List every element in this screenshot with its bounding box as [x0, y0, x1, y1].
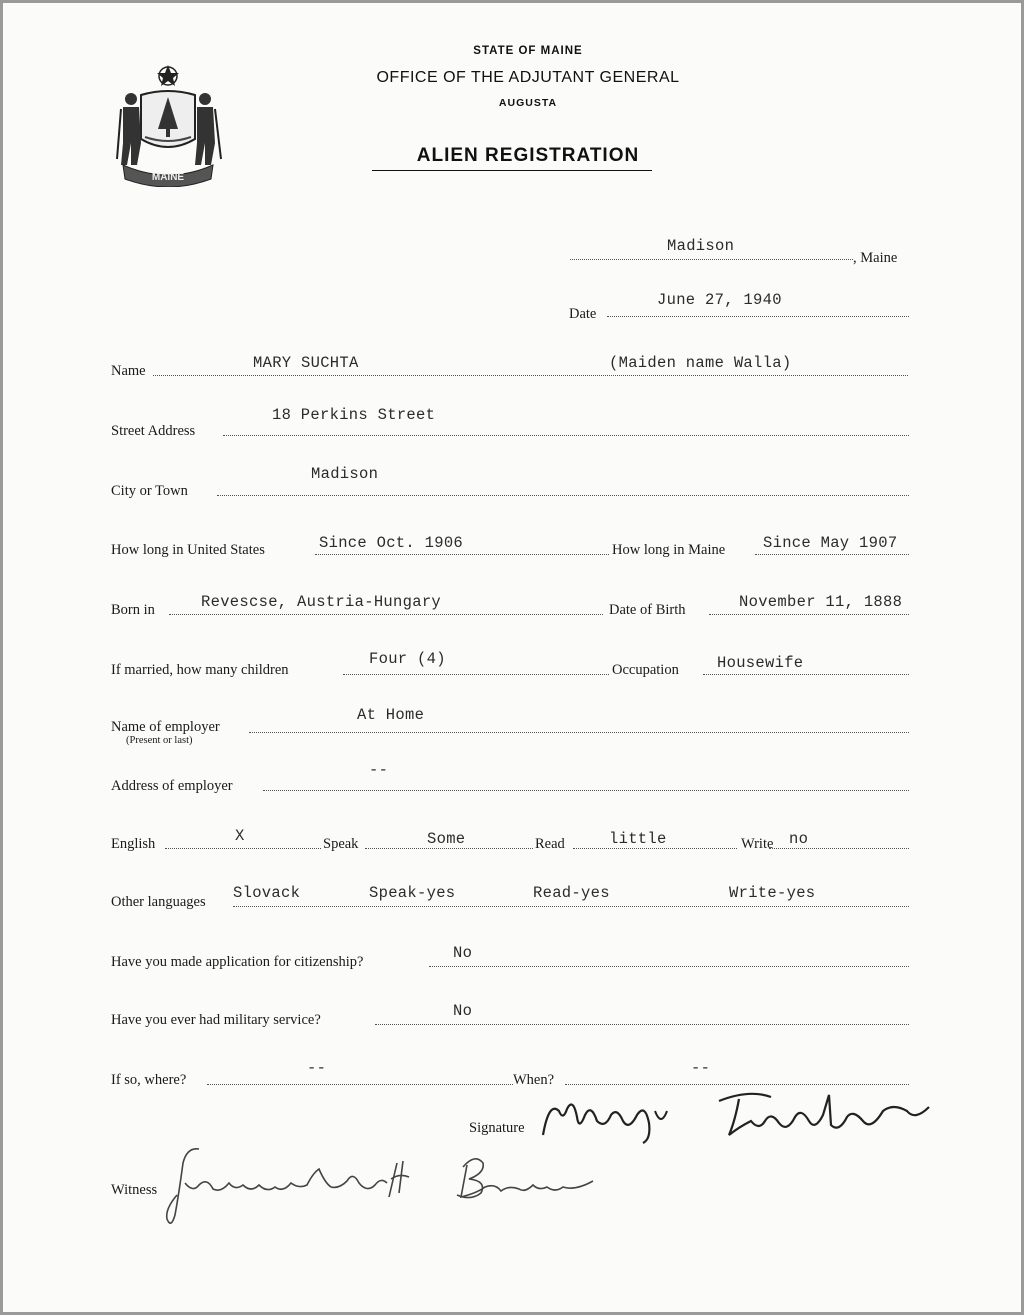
other-speak-value: Speak-yes — [369, 884, 456, 902]
city-value: Madison — [311, 465, 379, 483]
maine-label: , Maine — [853, 250, 898, 266]
military-value: No — [453, 1002, 473, 1020]
other-languages-line — [233, 906, 909, 907]
dob-label: Date of Birth — [609, 602, 686, 618]
other-read-value: Read-yes — [533, 884, 610, 902]
children-label: If married, how many children — [111, 662, 289, 678]
english-line — [165, 848, 321, 849]
street-value: 18 Perkins Street — [272, 406, 436, 424]
when-label: When? — [513, 1072, 555, 1088]
write-value: no — [789, 830, 809, 848]
english-value: X — [235, 827, 245, 845]
city-label: City or Town — [111, 483, 188, 499]
date-value: June 27, 1940 — [657, 291, 782, 309]
speak-value: Some — [427, 830, 466, 848]
street-line — [223, 435, 909, 436]
where-value: -- — [307, 1059, 327, 1077]
speak-label: Speak — [323, 836, 359, 852]
state-heading: STATE OF MAINE — [473, 45, 583, 57]
applicant-signature — [539, 1081, 939, 1145]
city-line — [217, 495, 909, 496]
seal-banner-text: MAINE — [151, 172, 185, 183]
how-long-us-line — [315, 554, 609, 555]
date-label: Date — [569, 306, 597, 322]
write-label: Write — [741, 836, 774, 852]
employer-address-value: -- — [369, 761, 389, 779]
other-write-value: Write-yes — [729, 884, 816, 902]
write-line — [769, 848, 909, 849]
occupation-label: Occupation — [612, 662, 679, 678]
born-in-label: Born in — [111, 602, 155, 618]
street-label: Street Address — [111, 423, 196, 439]
children-line — [343, 674, 609, 675]
city-heading: AUGUSTA — [498, 97, 558, 109]
name-value: MARY SUCHTA — [253, 354, 359, 372]
witness-label: Witness — [111, 1182, 158, 1198]
how-long-us-value: Since Oct. 1906 — [319, 534, 464, 552]
employer-label: Name of employer — [111, 719, 220, 735]
how-long-maine-line — [755, 554, 909, 555]
town-line — [570, 259, 853, 260]
born-in-line — [169, 614, 603, 615]
signature-label: Signature — [469, 1120, 525, 1136]
employer-address-label: Address of employer — [111, 778, 233, 794]
citizenship-label: Have you made application for citizenship? — [111, 954, 364, 970]
military-line — [375, 1024, 909, 1025]
when-value: -- — [691, 1059, 711, 1077]
english-label: English — [111, 836, 156, 852]
military-label: Have you ever had military service? — [111, 1012, 321, 1028]
read-label: Read — [535, 836, 565, 852]
other-languages-label: Other languages — [111, 894, 206, 910]
registration-form — [3, 3, 1021, 1312]
speak-line — [365, 848, 533, 849]
occupation-line — [703, 674, 909, 675]
town-value: Madison — [667, 237, 735, 255]
name-label: Name — [111, 363, 146, 379]
how-long-us-label: How long in United States — [111, 542, 265, 558]
date-line — [607, 316, 909, 317]
employer-sublabel: (Present or last) — [126, 735, 193, 746]
maiden-name-value: (Maiden name Walla) — [609, 354, 792, 372]
title-underline — [372, 170, 652, 171]
other-language-value: Slovack — [233, 884, 301, 902]
born-in-value: Revescse, Austria-Hungary — [201, 593, 442, 611]
citizenship-value: No — [453, 944, 473, 962]
dob-line — [709, 614, 909, 615]
employer-address-line — [263, 790, 909, 791]
witness-signature — [163, 1143, 603, 1233]
children-value: Four (4) — [369, 650, 446, 668]
name-line — [153, 375, 908, 376]
occupation-value: Housewife — [717, 654, 804, 672]
employer-value: At Home — [357, 706, 425, 724]
office-heading: OFFICE OF THE ADJUTANT GENERAL — [376, 69, 680, 86]
where-line — [207, 1084, 513, 1085]
how-long-maine-value: Since May 1907 — [763, 534, 898, 552]
where-label: If so, where? — [111, 1072, 187, 1088]
dob-value: November 11, 1888 — [739, 593, 903, 611]
read-line — [573, 848, 737, 849]
citizenship-line — [429, 966, 909, 967]
employer-line — [249, 732, 909, 733]
how-long-maine-label: How long in Maine — [612, 542, 726, 558]
form-title: ALIEN REGISTRATION — [416, 145, 640, 166]
read-value: little — [609, 830, 667, 848]
